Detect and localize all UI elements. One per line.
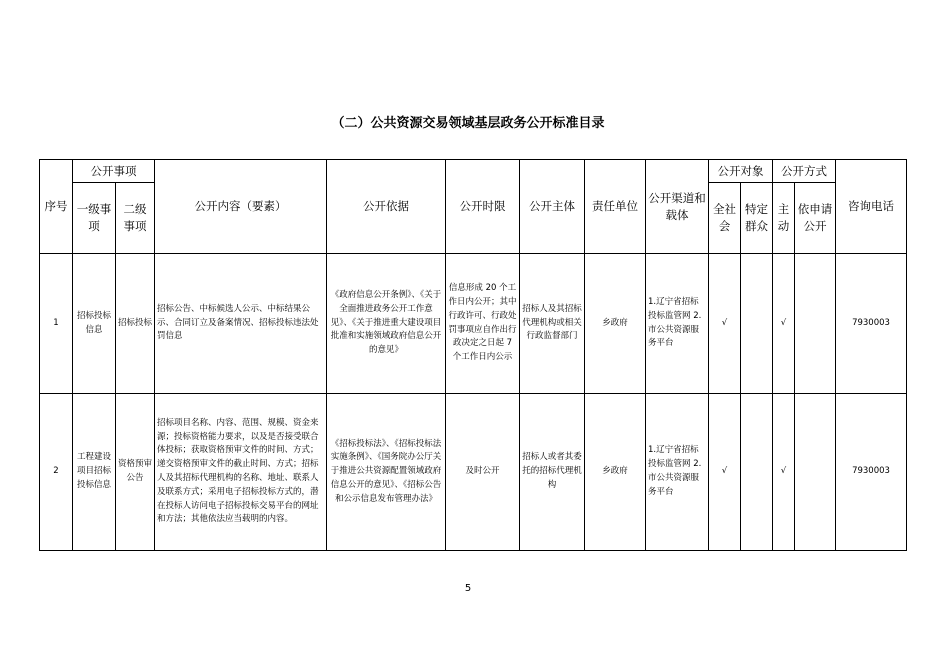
header-matter: 公开事项 <box>73 160 155 183</box>
row-basis: 《政府信息公开条例》、《关于全面推进政务公开工作意见》、《关于推进重大建设项目批准和实施领域政府信息公开的意见》 <box>327 254 446 394</box>
header-phone: 咨询电话 <box>836 160 907 254</box>
row-subject: 招标人或者其委托的招标代理机构 <box>520 394 585 551</box>
row-level1: 工程建设项目招标投标信息 <box>73 394 116 551</box>
header-mode-request: 依申请公开 <box>795 183 836 254</box>
page-title: （二）公共资源交易领域基层政务公开标准目录 <box>331 116 605 131</box>
row-responsible: 乡政府 <box>585 394 646 551</box>
header-mode-active: 主动 <box>773 183 795 254</box>
row-target-specific-check <box>741 394 773 551</box>
row-level1: 招标投标信息 <box>73 254 116 394</box>
header-target-specific: 特定群众 <box>741 183 773 254</box>
row-target-all-check: √ <box>709 254 741 394</box>
header-basis: 公开依据 <box>327 160 446 254</box>
row-mode-request-check <box>795 254 836 394</box>
row-channel: 1.辽宁省招标投标监管网 2.市公共资源服务平台 <box>646 394 709 551</box>
row-channel: 1.辽宁省招标投标监管网 2.市公共资源服务平台 <box>646 254 709 394</box>
row-responsible: 乡政府 <box>585 254 646 394</box>
row-basis: 《招标投标法》、《招标投标法实施条例》、《国务院办公厅关于推进公共资源配置领域政府信息公开的意见》、《招标公告和公示信息发布管理办法》 <box>327 394 446 551</box>
row-seq: 1 <box>40 254 73 394</box>
page-number: 5 <box>464 583 472 594</box>
row-content: 招标项目名称、内容、范围、规模、资金来源；投标资格能力要求，以及是否接受联合体投标；获取资格预审文件的时间、方式；递交资格预审文件的截止时间、方式；招标人及其招标代理机构的名称、地址、联系人及联系方式；采用电子招标投标方式的，潜在投标人访问电子招标投标交易平台的网址和方法；其他依法应当载明的内容。 <box>155 394 327 551</box>
header-seq: 序号 <box>40 160 73 254</box>
disclosure-standard-table <box>39 159 907 551</box>
header-level2: 二级事项 <box>116 183 155 254</box>
header-target: 公开对象 <box>709 160 773 183</box>
row-target-all-check: √ <box>709 394 741 551</box>
header-level1: 一级事项 <box>73 183 116 254</box>
header-mode: 公开方式 <box>773 160 836 183</box>
table-row <box>40 394 907 551</box>
header-channel: 公开渠道和载体 <box>646 160 709 254</box>
row-subject: 招标人及其招标代理机构或相关行政监督部门 <box>520 254 585 394</box>
table-row <box>40 254 907 394</box>
row-mode-active-check: √ <box>773 254 795 394</box>
header-target-all: 全社会 <box>709 183 741 254</box>
header-responsible: 责任单位 <box>585 160 646 254</box>
header-content: 公开内容（要素） <box>155 160 327 254</box>
row-level2: 资格预审公告 <box>116 394 155 551</box>
row-level2: 招标投标 <box>116 254 155 394</box>
header-time-limit: 公开时限 <box>446 160 520 254</box>
row-phone: 7930003 <box>836 394 907 551</box>
row-target-specific-check <box>741 254 773 394</box>
row-time-limit: 及时公开 <box>446 394 520 551</box>
row-mode-request-check <box>795 394 836 551</box>
row-mode-active-check: √ <box>773 394 795 551</box>
row-content: 招标公告、中标候选人公示、中标结果公示、合同订立及备案情况、招标投标违法处罚信息 <box>155 254 327 394</box>
header-subject: 公开主体 <box>520 160 585 254</box>
row-phone: 7930003 <box>836 254 907 394</box>
row-time-limit: 信息形成 20 个工作日内公开；其中行政许可、行政处罚事项应自作出行政决定之日起 7 个工作日内公示 <box>446 254 520 394</box>
row-seq: 2 <box>40 394 73 551</box>
